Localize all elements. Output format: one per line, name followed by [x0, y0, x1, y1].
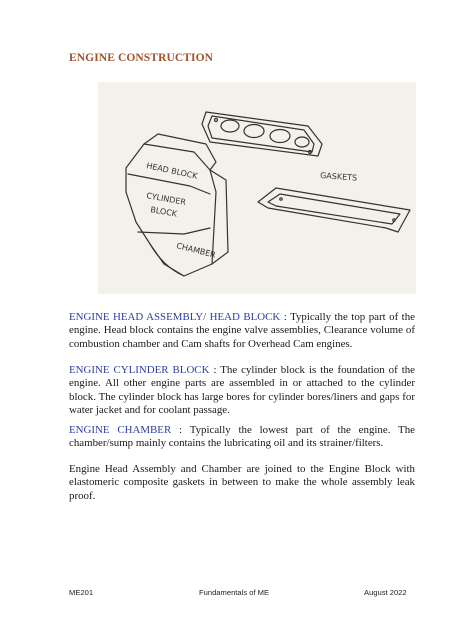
footer-date: August 2022 — [364, 588, 407, 597]
label-chamber: CHAMBER — [175, 241, 217, 260]
footer-course-code: ME201 — [69, 588, 94, 597]
section-head-block — [69, 311, 415, 351]
closing-paragraph: Engine Head Assembly and Chamber are joined to the Engine Block with elastomeric composite gaskets in between to make the whole assembly leak proof. — [69, 463, 415, 502]
section-cylinder-block — [69, 364, 415, 418]
section-heading: ENGINE CYLINDER BLOCK — [69, 364, 210, 376]
section-body: : Typically the lowest part of the engine. The chamber/sump mainly contains the lubricating oil and its strainer/filters. — [69, 424, 415, 450]
label-head-block: HEAD BLOCK — [145, 161, 199, 181]
label-gaskets: GASKETS — [319, 171, 358, 183]
engine-sketch-image — [98, 82, 416, 294]
sump-gasket-shape — [258, 188, 410, 232]
engine-sketch-drawing — [98, 82, 416, 294]
page-title: ENGINE CONSTRUCTION — [69, 52, 214, 64]
head-gasket-shape — [202, 112, 322, 156]
section-chamber — [69, 424, 415, 451]
section-heading: ENGINE HEAD ASSEMBLY/ HEAD BLOCK — [69, 311, 281, 323]
section-body: : The cylinder block is the foundation of the engine. All other engine parts are assembled in or attached to the cylinder block. The cylinder block has large bores for cylinder bores/liners and gaps for water jacket and for coolant passage. — [69, 364, 415, 417]
section-heading: ENGINE CHAMBER — [69, 424, 172, 436]
label-cylinder: CYLINDER — [145, 191, 187, 207]
label-block: BLOCK — [149, 205, 178, 219]
footer-course-name: Fundamentals of ME — [199, 588, 270, 597]
section-body: : Typically the top part of the engine. Head block contains the engine valve assemblies, Clearance volume of combustion chamber and Cam shafts for Overhead Cam engines. — [69, 311, 415, 350]
